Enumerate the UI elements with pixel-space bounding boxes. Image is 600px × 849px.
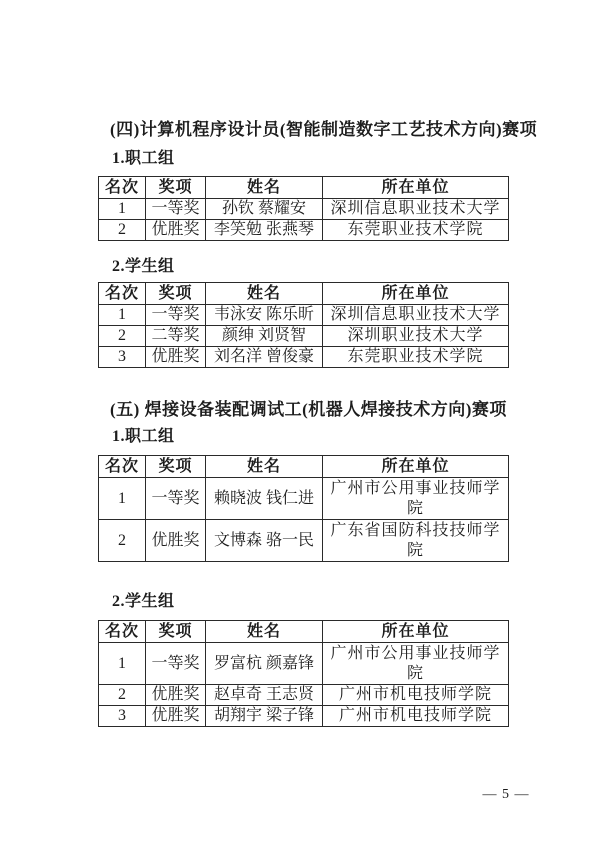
table-row bbox=[99, 685, 509, 706]
column-header-rank: 名次 bbox=[99, 283, 146, 305]
results-table-sec4-student bbox=[98, 282, 509, 368]
column-header-unit: 所在单位 bbox=[323, 283, 509, 305]
names-cell: 韦泳安 陈乐昕 bbox=[206, 305, 323, 326]
column-header-award: 奖项 bbox=[146, 283, 206, 305]
names-cell: 颜绅 刘贤智 bbox=[206, 326, 323, 347]
unit-cell: 东莞职业技术学院 bbox=[323, 220, 509, 241]
table-row bbox=[99, 478, 509, 520]
award-cell: 优胜奖 bbox=[146, 347, 206, 368]
column-header-award: 奖项 bbox=[146, 621, 206, 643]
section-title-4: (四)计算机程序设计员(智能制造数字工艺技术方向)赛项 bbox=[110, 120, 538, 139]
unit-cell: 广东省国防科技技师学院 bbox=[323, 520, 509, 562]
table-row bbox=[99, 347, 509, 368]
table-row bbox=[99, 305, 509, 326]
column-header-unit: 所在单位 bbox=[323, 177, 509, 199]
unit-cell: 东莞职业技术学院 bbox=[323, 347, 509, 368]
group-label-student: 2.学生组 bbox=[112, 593, 175, 610]
rank-cell: 2 bbox=[99, 326, 146, 347]
column-header-award: 奖项 bbox=[146, 177, 206, 199]
column-header-names: 姓名 bbox=[206, 177, 323, 199]
table-row bbox=[99, 199, 509, 220]
column-header-names: 姓名 bbox=[206, 621, 323, 643]
unit-cell: 广州市公用事业技师学院 bbox=[323, 643, 509, 685]
rank-cell: 1 bbox=[99, 305, 146, 326]
column-header-names: 姓名 bbox=[206, 456, 323, 478]
table-header-row bbox=[99, 456, 509, 478]
table-row bbox=[99, 520, 509, 562]
award-cell: 一等奖 bbox=[146, 199, 206, 220]
section-title-5: (五) 焊接设备装配调试工(机器人焊接技术方向)赛项 bbox=[110, 400, 507, 419]
award-cell: 二等奖 bbox=[146, 326, 206, 347]
results-table-sec4-staff bbox=[98, 176, 509, 241]
table-header-row bbox=[99, 621, 509, 643]
names-cell: 赵卓奇 王志贤 bbox=[206, 685, 323, 706]
names-cell: 赖晓波 钱仁进 bbox=[206, 478, 323, 520]
names-cell: 孙钦 蔡耀安 bbox=[206, 199, 323, 220]
group-label-staff: 1.职工组 bbox=[112, 428, 175, 445]
rank-cell: 2 bbox=[99, 685, 146, 706]
rank-cell: 1 bbox=[99, 478, 146, 520]
names-cell: 胡翔宇 梁子锋 bbox=[206, 706, 323, 727]
table-row bbox=[99, 643, 509, 685]
award-cell: 一等奖 bbox=[146, 478, 206, 520]
unit-cell: 深圳信息职业技术大学 bbox=[323, 305, 509, 326]
rank-cell: 3 bbox=[99, 706, 146, 727]
column-header-rank: 名次 bbox=[99, 621, 146, 643]
table-header-row bbox=[99, 177, 509, 199]
table-header-row bbox=[99, 283, 509, 305]
table-row bbox=[99, 220, 509, 241]
column-header-rank: 名次 bbox=[99, 456, 146, 478]
column-header-names: 姓名 bbox=[206, 283, 323, 305]
rank-cell: 2 bbox=[99, 520, 146, 562]
names-cell: 刘名洋 曾俊豪 bbox=[206, 347, 323, 368]
rank-cell: 1 bbox=[99, 643, 146, 685]
names-cell: 罗富杭 颜嘉锋 bbox=[206, 643, 323, 685]
results-table-sec5-staff bbox=[98, 455, 509, 562]
unit-cell: 广州市公用事业技师学院 bbox=[323, 478, 509, 520]
award-cell: 优胜奖 bbox=[146, 685, 206, 706]
names-cell: 李笑勉 张燕琴 bbox=[206, 220, 323, 241]
rank-cell: 2 bbox=[99, 220, 146, 241]
column-header-rank: 名次 bbox=[99, 177, 146, 199]
names-cell: 文博森 骆一民 bbox=[206, 520, 323, 562]
page-number: — 5 — bbox=[482, 787, 530, 802]
column-header-unit: 所在单位 bbox=[323, 621, 509, 643]
unit-cell: 深圳信息职业技术大学 bbox=[323, 199, 509, 220]
rank-cell: 1 bbox=[99, 199, 146, 220]
unit-cell: 广州市机电技师学院 bbox=[323, 706, 509, 727]
award-cell: 优胜奖 bbox=[146, 220, 206, 241]
column-header-award: 奖项 bbox=[146, 456, 206, 478]
unit-cell: 广州市机电技师学院 bbox=[323, 685, 509, 706]
unit-cell: 深圳职业技术大学 bbox=[323, 326, 509, 347]
group-label-staff: 1.职工组 bbox=[112, 150, 175, 167]
award-cell: 一等奖 bbox=[146, 643, 206, 685]
table-row bbox=[99, 326, 509, 347]
award-cell: 优胜奖 bbox=[146, 520, 206, 562]
table-row bbox=[99, 706, 509, 727]
results-table-sec5-student bbox=[98, 620, 509, 727]
column-header-unit: 所在单位 bbox=[323, 456, 509, 478]
award-cell: 一等奖 bbox=[146, 305, 206, 326]
award-cell: 优胜奖 bbox=[146, 706, 206, 727]
rank-cell: 3 bbox=[99, 347, 146, 368]
group-label-student: 2.学生组 bbox=[112, 258, 175, 275]
